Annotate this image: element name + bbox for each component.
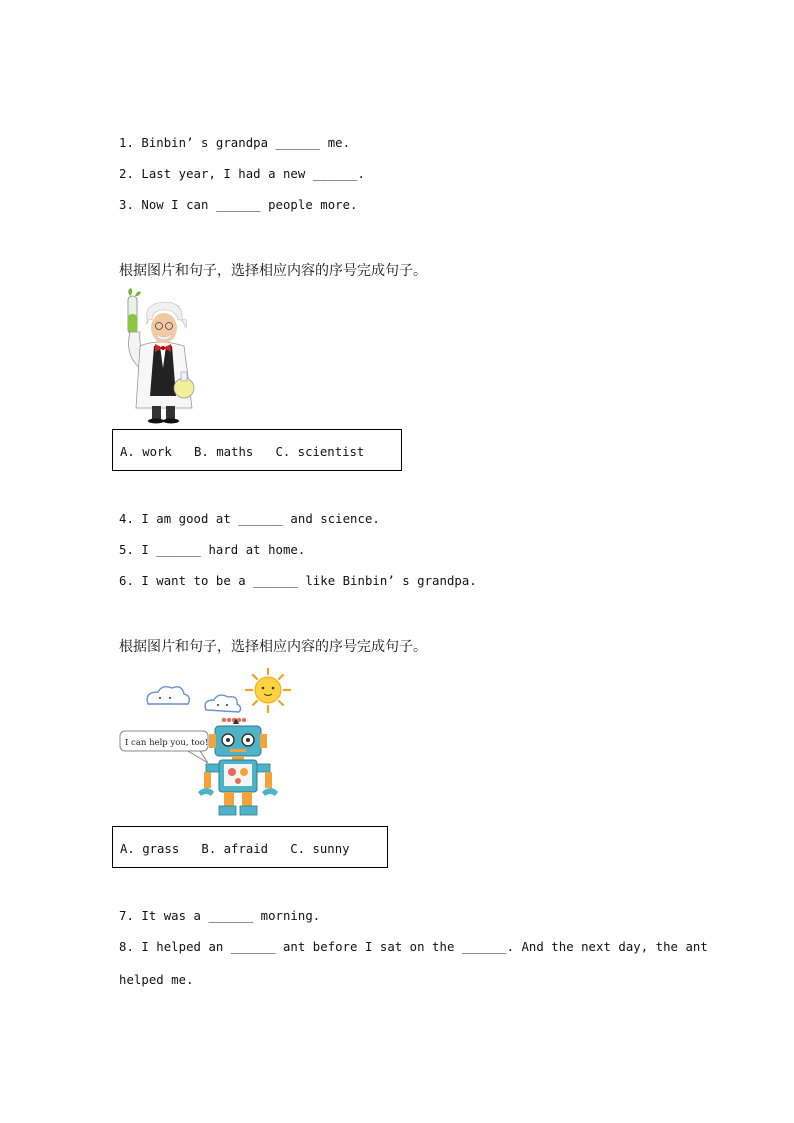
cloud-icon: [147, 687, 189, 704]
options-box-2: [112, 429, 402, 471]
question-1: 1. Binbin’ s grandpa ______ me.: [119, 136, 351, 150]
question-2: 2. Last year, I had a new ______.: [119, 167, 365, 181]
scientist-grandpa-illustration: [118, 288, 213, 424]
speech-bubble-text: I can help you, too!: [125, 738, 209, 748]
question-8: 8. I helped an ______ ant before I sat on the ______. And the next day, the ant: [119, 940, 708, 954]
question-7: 7. It was a ______ morning.: [119, 909, 321, 923]
robot-illustration: [118, 668, 300, 818]
question-4: 4. I am good at ______ and science.: [119, 512, 380, 526]
options-text-3: A. grass B. afraid C. sunny: [120, 842, 350, 856]
question-3: 3. Now I can ______ people more.: [119, 198, 358, 212]
question-6: 6. I want to be a ______ like Binbin’ s grandpa.: [119, 574, 477, 588]
cloud-icon: [205, 695, 241, 712]
question-5: 5. I ______ hard at home.: [119, 543, 306, 557]
sun-icon: [246, 668, 290, 712]
options-text-2: A. work B. maths C. scientist: [120, 445, 365, 459]
question-8-continuation: helped me.: [119, 973, 194, 987]
instruction-2: 根据图片和句子，选择相应内容的序号完成句子。: [119, 263, 427, 279]
options-box-3: [112, 826, 388, 868]
instruction-3: 根据图片和句子，选择相应内容的序号完成句子。: [119, 639, 427, 655]
